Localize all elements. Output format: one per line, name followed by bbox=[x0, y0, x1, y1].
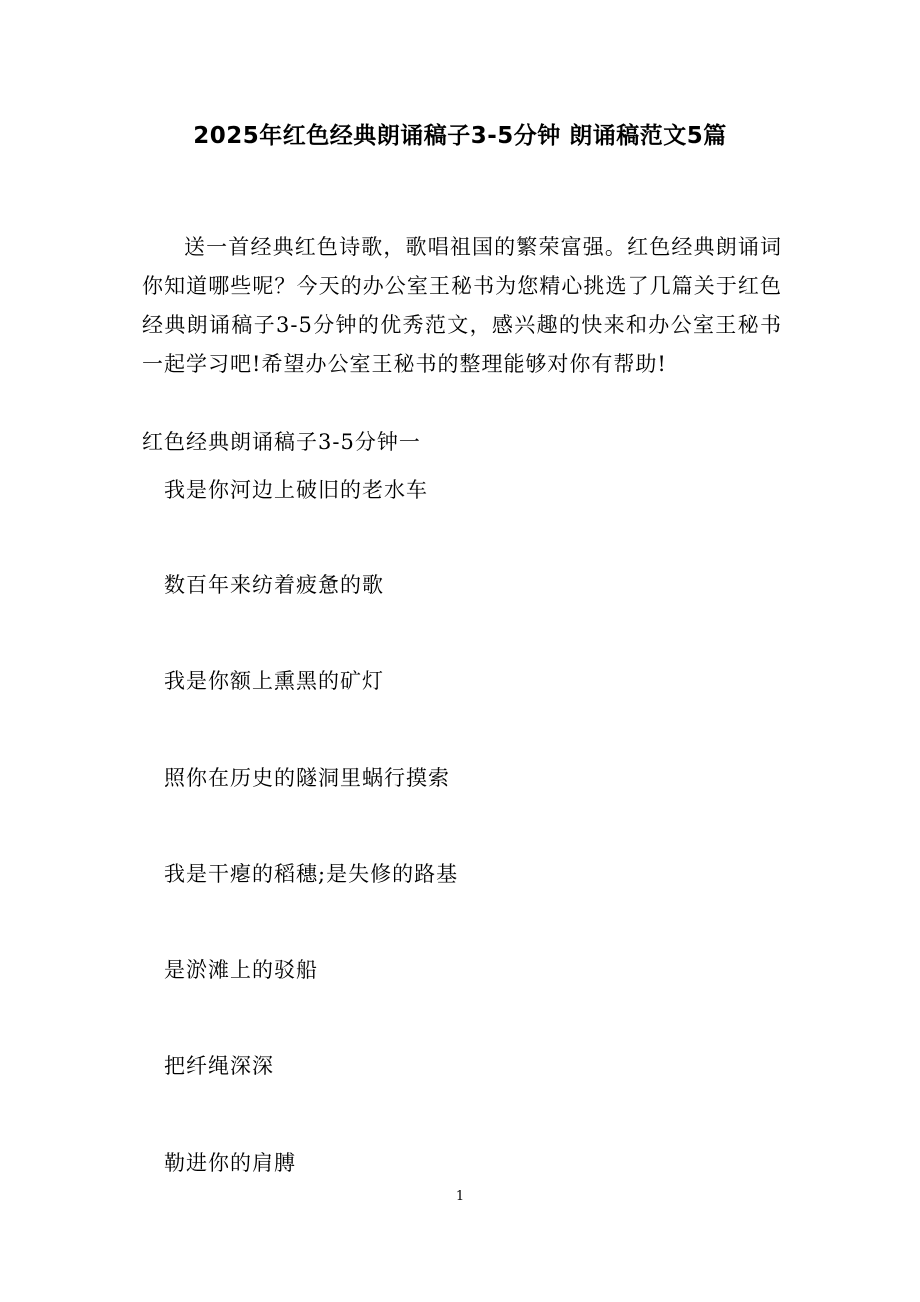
poem-line: 我是你河边上破旧的老水车 bbox=[164, 478, 428, 502]
document-title: 2025年红色经典朗诵稿子3-5分钟 朗诵稿范文5篇 bbox=[193, 123, 727, 149]
poem-line: 我是干瘪的稻穗;是失修的路基 bbox=[164, 862, 459, 886]
poem-line: 是淤滩上的驳船 bbox=[164, 958, 318, 982]
poem-line: 照你在历史的隧洞里蜗行摸索 bbox=[164, 766, 450, 790]
poem-line: 我是你额上熏黑的矿灯 bbox=[164, 669, 384, 693]
page-number: 1 bbox=[455, 1189, 465, 1204]
section-heading: 红色经典朗诵稿子3-5分钟一 bbox=[142, 430, 421, 454]
intro-text: 送一首经典红色诗歌，歌唱祖国的繁荣富强。红色经典朗诵词你知道哪些呢？今天的办公室王秘书为您精心挑选了几篇关于红色经典朗诵稿子3-5分钟的优秀范文，感兴趣的快来和办公室王秘书一起学习吧!希望办公室王秘书的整理能够对你有帮助! bbox=[142, 235, 782, 376]
poem-line: 把纤绳深深 bbox=[164, 1054, 274, 1078]
intro-paragraph bbox=[142, 228, 782, 384]
poem-line: 数百年来纺着疲惫的歌 bbox=[164, 573, 384, 597]
poem-line: 勒进你的肩膊 bbox=[164, 1151, 296, 1175]
